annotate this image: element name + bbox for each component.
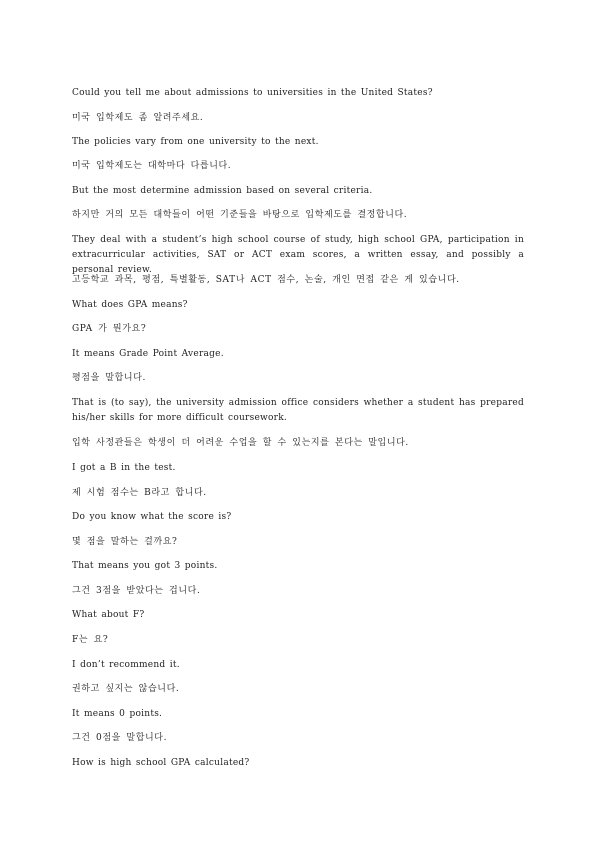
paragraph-english-8: I got a B in the test.	[72, 463, 176, 473]
paragraph-korean-12: 권하고 싶지는 않습니다.	[72, 684, 180, 694]
paragraph-english-7: That is (to say), the university admission office considers whether a student has prepared his/her skills for more difficult coursework.	[72, 398, 524, 423]
paragraph-english-6: It means Grade Point Average.	[72, 349, 224, 359]
paragraph-korean-3: 하지만 거의 모든 대학들이 어떤 기준들을 바탕으로 입학제도를 결정합니다.	[72, 210, 408, 220]
paragraph-english-13: It means 0 points.	[72, 709, 163, 719]
paragraph-english-10: That means you got 3 points.	[72, 561, 218, 571]
paragraph-korean-9: 몇 점을 말하는 걸까요?	[72, 537, 178, 547]
paragraph-english-12: I don’t recommend it.	[72, 660, 180, 670]
paragraph-english-2: The policies vary from one university to the next.	[72, 137, 319, 147]
paragraph-english-11: What about F?	[72, 610, 145, 620]
paragraph-english-4: They deal with a student’s high school course of study, high school GPA, participation in extracurricular activities, SAT or ACT exam scores, a written essay, and possibly a personal review.	[72, 235, 524, 275]
paragraph-korean-13: 그건 0점을 말합니다.	[72, 733, 168, 743]
paragraph-korean-7: 입학 사정관들은 학생이 더 어려운 수업을 할 수 있는지를 본다는 말입니다.	[72, 438, 409, 448]
paragraph-korean-11: F는 요?	[72, 635, 109, 645]
paragraph-english-5: What does GPA means?	[72, 300, 188, 310]
paragraph-korean-6: 평점을 말합니다.	[72, 373, 146, 383]
paragraph-korean-1: 미국 입학제도 좀 알려주세요.	[72, 113, 204, 123]
paragraph-english-1: Could you tell me about admissions to universities in the United States?	[72, 88, 433, 98]
paragraph-korean-10: 그건 3점을 받았다는 겁니다.	[72, 586, 201, 596]
paragraph-korean-2: 미국 입학제도는 대학마다 다릅니다.	[72, 161, 232, 171]
paragraph-english-14: How is high school GPA calculated?	[72, 758, 250, 768]
paragraph-korean-4: 고등학교 과목, 평점, 특별활동, SAT나 ACT 점수, 논술, 개인 면접 같은 게 있습니다.	[72, 275, 460, 285]
paragraph-english-3: But the most determine admission based on several criteria.	[72, 186, 373, 196]
paragraph-korean-8: 제 시험 점수는 B라고 합니다.	[72, 488, 207, 498]
paragraph-korean-5: GPA 가 뭔가요?	[72, 324, 147, 334]
paragraph-english-9: Do you know what the score is?	[72, 512, 232, 522]
